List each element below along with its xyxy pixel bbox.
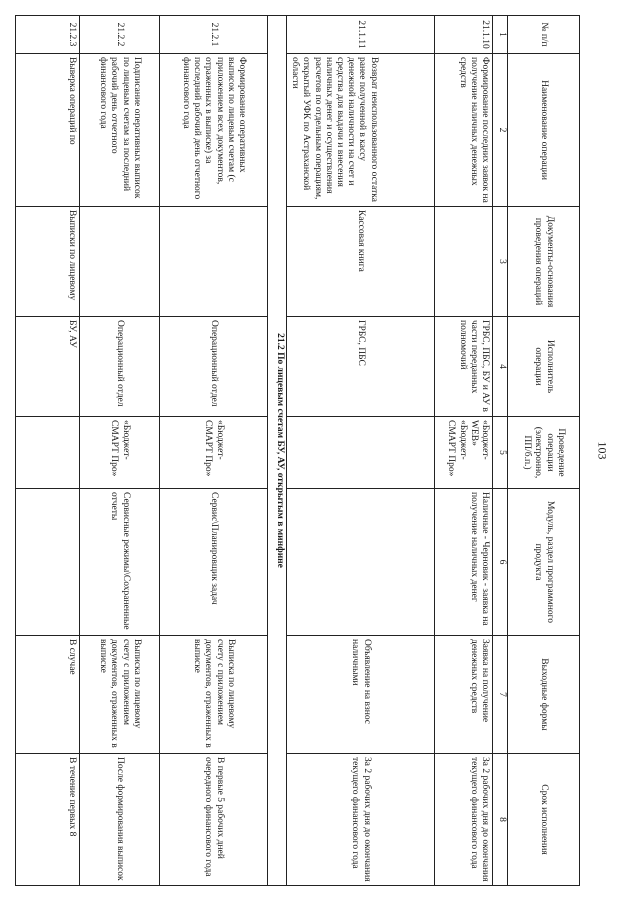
row-output-forms: Выписка по лицевому счету с приложением документов, отраженных в выписке	[160, 636, 268, 754]
row-num: 21.1.11	[287, 16, 435, 54]
row-method: «Бюджет-СМАРТ Про»	[80, 417, 160, 489]
row-basis-documents	[80, 207, 160, 317]
row-num: 21.2.3	[16, 16, 80, 54]
row-basis-documents: Кассовая книга	[287, 207, 435, 317]
table-row	[80, 16, 160, 886]
row-deadline: В течение первых 8	[16, 754, 80, 886]
row-module: Наличные - Черновик - заявка на получение наличных денег	[435, 489, 493, 636]
header-operation-name: Наименование операции	[508, 54, 580, 207]
column-number: 1	[493, 16, 508, 54]
column-number: 3	[493, 207, 508, 317]
header-module: Модуль, раздел программного продукта	[508, 489, 580, 636]
table-row	[160, 16, 268, 886]
row-operation-name: Формирование оперативных выписок по лицевым счетам (с приложением всех документов, отраженных в выписке) за последний рабочий день отчетного финансового года	[160, 54, 268, 207]
row-executor: ГРБС, ПБС, БУ и АУ в части переданных полномочий	[435, 317, 493, 417]
row-basis-documents: Выписки по лицевому	[16, 207, 80, 317]
row-operation-name: Выверка операций по	[16, 54, 80, 207]
header-deadline: Срок исполнения	[508, 754, 580, 886]
row-num: 21.2.1	[160, 16, 268, 54]
row-method	[16, 417, 80, 489]
row-output-forms: Выписка по лицевому счету с приложением документов, отраженных в выписке	[80, 636, 160, 754]
operations-table-rotated	[15, 15, 580, 885]
row-method: «Бюджет-СМАРТ Про»	[160, 417, 268, 489]
column-number: 7	[493, 636, 508, 754]
row-module: Сервис\Планировщик задач	[160, 489, 268, 636]
table-row	[16, 16, 80, 886]
column-number: 2	[493, 54, 508, 207]
row-executor: Операционный отдел	[160, 317, 268, 417]
row-method: «Бюджет-WEB» «Бюджет-СМАРТ Про»	[435, 417, 493, 489]
column-number: 5	[493, 417, 508, 489]
row-output-forms: Объявление на взнос наличными	[287, 636, 435, 754]
header-basis-documents: Документы-основания проведения операций	[508, 207, 580, 317]
row-deadline: За 2 рабочих дня до окончания текущего финансового года	[435, 754, 493, 886]
header-row	[508, 16, 580, 886]
row-operation-name: Возврат неиспользованного остатка ранее полученной в кассу денежной наличности на счет и средства для выдачи и внесения наличных денег и осуществления расчетов по отдельным операциям, открытый УФК по Астраханской области	[287, 54, 435, 207]
row-operation-name: Подписание оперативных выписок по лицевым счетам за последний рабочий день отчетного финансового года	[80, 54, 160, 207]
header-num: № п/п	[508, 16, 580, 54]
table-row	[287, 16, 435, 886]
column-number: 8	[493, 754, 508, 886]
row-num: 21.1.10	[435, 16, 493, 54]
row-num: 21.2.2	[80, 16, 160, 54]
row-basis-documents	[160, 207, 268, 317]
row-deadline: После формирования выписок	[80, 754, 160, 886]
column-number-row	[493, 16, 508, 886]
row-output-forms: В случае	[16, 636, 80, 754]
row-executor: БУ, АУ	[16, 317, 80, 417]
header-method: Проведение операции (электронно, ПП/б.п.)	[508, 417, 580, 489]
row-output-forms: Заявка на получение денежных средств	[435, 636, 493, 754]
page-number: 103	[595, 441, 610, 460]
column-number: 6	[493, 489, 508, 636]
header-output-forms: Выходные формы	[508, 636, 580, 754]
section-title: 21.2 По лицевым счетам БУ, АУ, открытым в минфине	[268, 16, 287, 886]
table-row	[435, 16, 493, 886]
row-method	[287, 417, 435, 489]
operations-table	[15, 15, 580, 886]
row-module	[16, 489, 80, 636]
row-deadline: За 2 рабочих дня до окончания текущего финансового года	[287, 754, 435, 886]
header-executor: Исполнитель операции	[508, 317, 580, 417]
row-executor: ГРБС, ПБС	[287, 317, 435, 417]
row-deadline: В первые 5 рабочих дней очередного финансового года	[160, 754, 268, 886]
row-operation-name: Формирование последних заявок на получение наличных денежных средств	[435, 54, 493, 207]
row-module: Сервисные режимы\Сохраненные отчеты	[80, 489, 160, 636]
section-row	[268, 16, 287, 886]
row-basis-documents	[435, 207, 493, 317]
column-number: 4	[493, 317, 508, 417]
row-module	[287, 489, 435, 636]
row-executor: Операционный отдел	[80, 317, 160, 417]
